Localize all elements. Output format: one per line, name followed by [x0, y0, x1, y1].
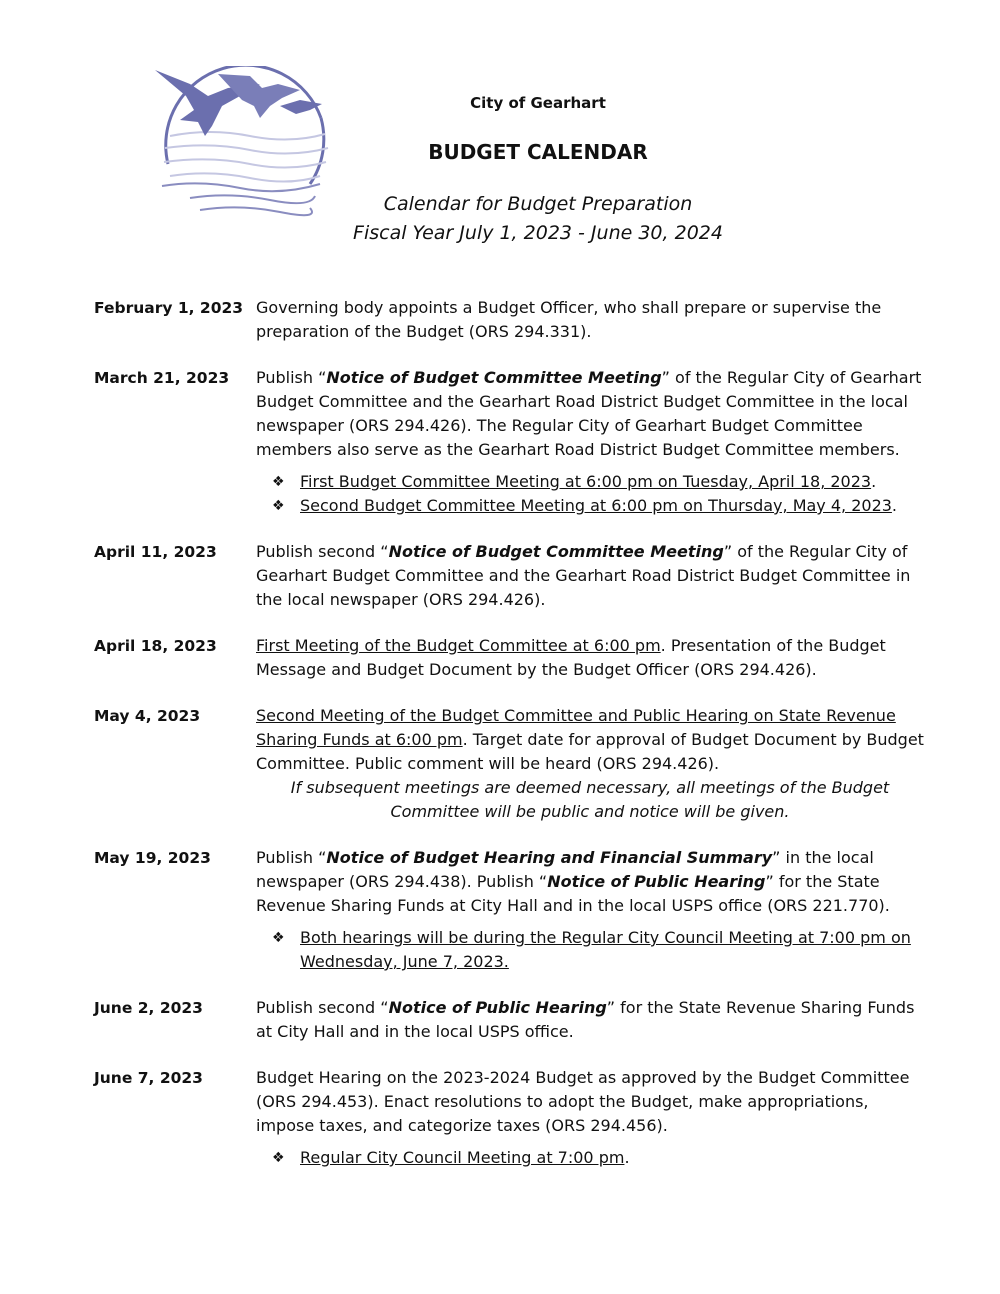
- calendar-entries: [94, 296, 924, 1192]
- entry-text: ” of the Regular City of Gearhart Budget Committee and the Gearhart Road District Budget Committee in the local newspaper (ORS 294.426).: [256, 542, 911, 609]
- list-item: ❖ Second Budget Committee Meeting at 6:00 pm on Thursday, May 4, 2023.: [300, 494, 924, 518]
- calendar-entry: [94, 366, 924, 518]
- entry-date: February 1, 2023: [94, 299, 244, 317]
- notice-title: Notice of Budget Committee Meeting: [388, 542, 724, 561]
- calendar-entry: [94, 846, 924, 974]
- entry-description: [256, 996, 924, 1044]
- entry-text: ” in the local newspaper (ORS 294.438). Publish “: [256, 848, 874, 891]
- entry-date: June 2, 2023: [94, 999, 203, 1017]
- entry-description: [256, 1066, 924, 1170]
- entry-date: June 7, 2023: [94, 1069, 203, 1087]
- entry-description: [256, 634, 924, 682]
- entry-date: May 19, 2023: [94, 849, 211, 867]
- entry-description: [256, 366, 924, 518]
- entry-text: Budget Hearing on the 2023-2024 Budget as approved by the Budget Committee (ORS 294.453). Enact resolutions to adopt the Budget, make appropriations, impose taxes, and categorize taxes (ORS 294.456).: [256, 1068, 910, 1135]
- bullet-list: [256, 1146, 924, 1170]
- list-item: ❖ Regular City Council Meeting at 7:00 pm.: [300, 1146, 924, 1170]
- fiscal-year-line: Fiscal Year July 1, 2023 - June 30, 2024: [353, 222, 723, 244]
- entry-description: [256, 540, 924, 612]
- organization-name: City of Gearhart: [470, 94, 606, 112]
- entry-text: . Target date for approval of Budget Document by Budget Committee. Public comment will be heard (ORS 294.426).: [256, 730, 924, 773]
- calendar-entry: [94, 1066, 924, 1170]
- entry-text: ” for the State Revenue Sharing Funds at City Hall and in the local USPS office (ORS 221.770).: [256, 872, 890, 915]
- entry-text: Governing body appoints a Budget Officer, who shall prepare or supervise the preparation of the Budget (ORS 294.331).: [256, 298, 882, 341]
- meeting-title: First Meeting of the Budget Committee at 6:00 pm: [256, 636, 661, 655]
- entry-text: Publish second “: [256, 998, 389, 1017]
- entry-date: April 11, 2023: [94, 543, 217, 561]
- list-item: ❖ Both hearings will be during the Regular City Council Meeting at 7:00 pm on Wednesday, June 7, 2023.: [272, 928, 911, 971]
- list-item: ❖ First Budget Committee Meeting at 6:00 pm on Tuesday, April 18, 2023.: [300, 470, 924, 494]
- meeting-title: Second Meeting of the Budget Committee and Public Hearing on State Revenue Sharing Funds at 6:00 pm: [256, 706, 896, 749]
- diamond-bullet-icon: ❖: [272, 474, 285, 490]
- entry-text: Publish second “: [256, 542, 389, 561]
- entry-text: Publish “: [256, 848, 327, 867]
- entry-text: ” of the Regular City of Gearhart Budget Committee and the Gearhart Road District Budget Committee in the local newspaper (ORS 294.426). The Regular City of Gearhart Budget Committee members also serve as the Gearhart Road District Budget Committee members.: [256, 368, 922, 459]
- calendar-entry: [94, 540, 924, 612]
- entry-date: April 18, 2023: [94, 637, 217, 655]
- bullet-list: [256, 470, 924, 518]
- entry-text: . Presentation of the Budget Message and Budget Document by the Budget Officer (ORS 294.426).: [256, 636, 886, 679]
- calendar-entry: [94, 296, 924, 344]
- calendar-entry: [94, 996, 924, 1044]
- entry-text: Publish “: [256, 368, 327, 387]
- notice-title: Notice of Public Hearing: [547, 872, 766, 891]
- calendar-entry: [94, 634, 924, 682]
- bullet-list: [256, 926, 924, 974]
- diamond-bullet-icon: ❖: [272, 498, 285, 514]
- entry-description: [256, 704, 924, 824]
- document-subtitle: Calendar for Budget Preparation: [383, 193, 693, 215]
- entry-text: ” for the State Revenue Sharing Funds at City Hall and in the local USPS office.: [256, 998, 915, 1041]
- entry-description: [256, 846, 924, 974]
- entry-date: March 21, 2023: [94, 369, 230, 387]
- notice-title: Notice of Budget Committee Meeting: [326, 368, 662, 387]
- calendar-entry: [94, 704, 924, 824]
- notice-title: Notice of Public Hearing: [388, 998, 607, 1017]
- diamond-bullet-icon: ❖: [272, 930, 285, 946]
- notice-title: Notice of Budget Hearing and Financial Summary: [326, 848, 773, 867]
- diamond-bullet-icon: ❖: [272, 1150, 285, 1166]
- entry-date: May 4, 2023: [94, 707, 201, 725]
- entry-note: If subsequent meetings are deemed necessary, all meetings of the Budget Committee will be public and notice will be given.: [290, 778, 890, 821]
- entry-description: [256, 296, 924, 344]
- document-title: BUDGET CALENDAR: [428, 140, 648, 164]
